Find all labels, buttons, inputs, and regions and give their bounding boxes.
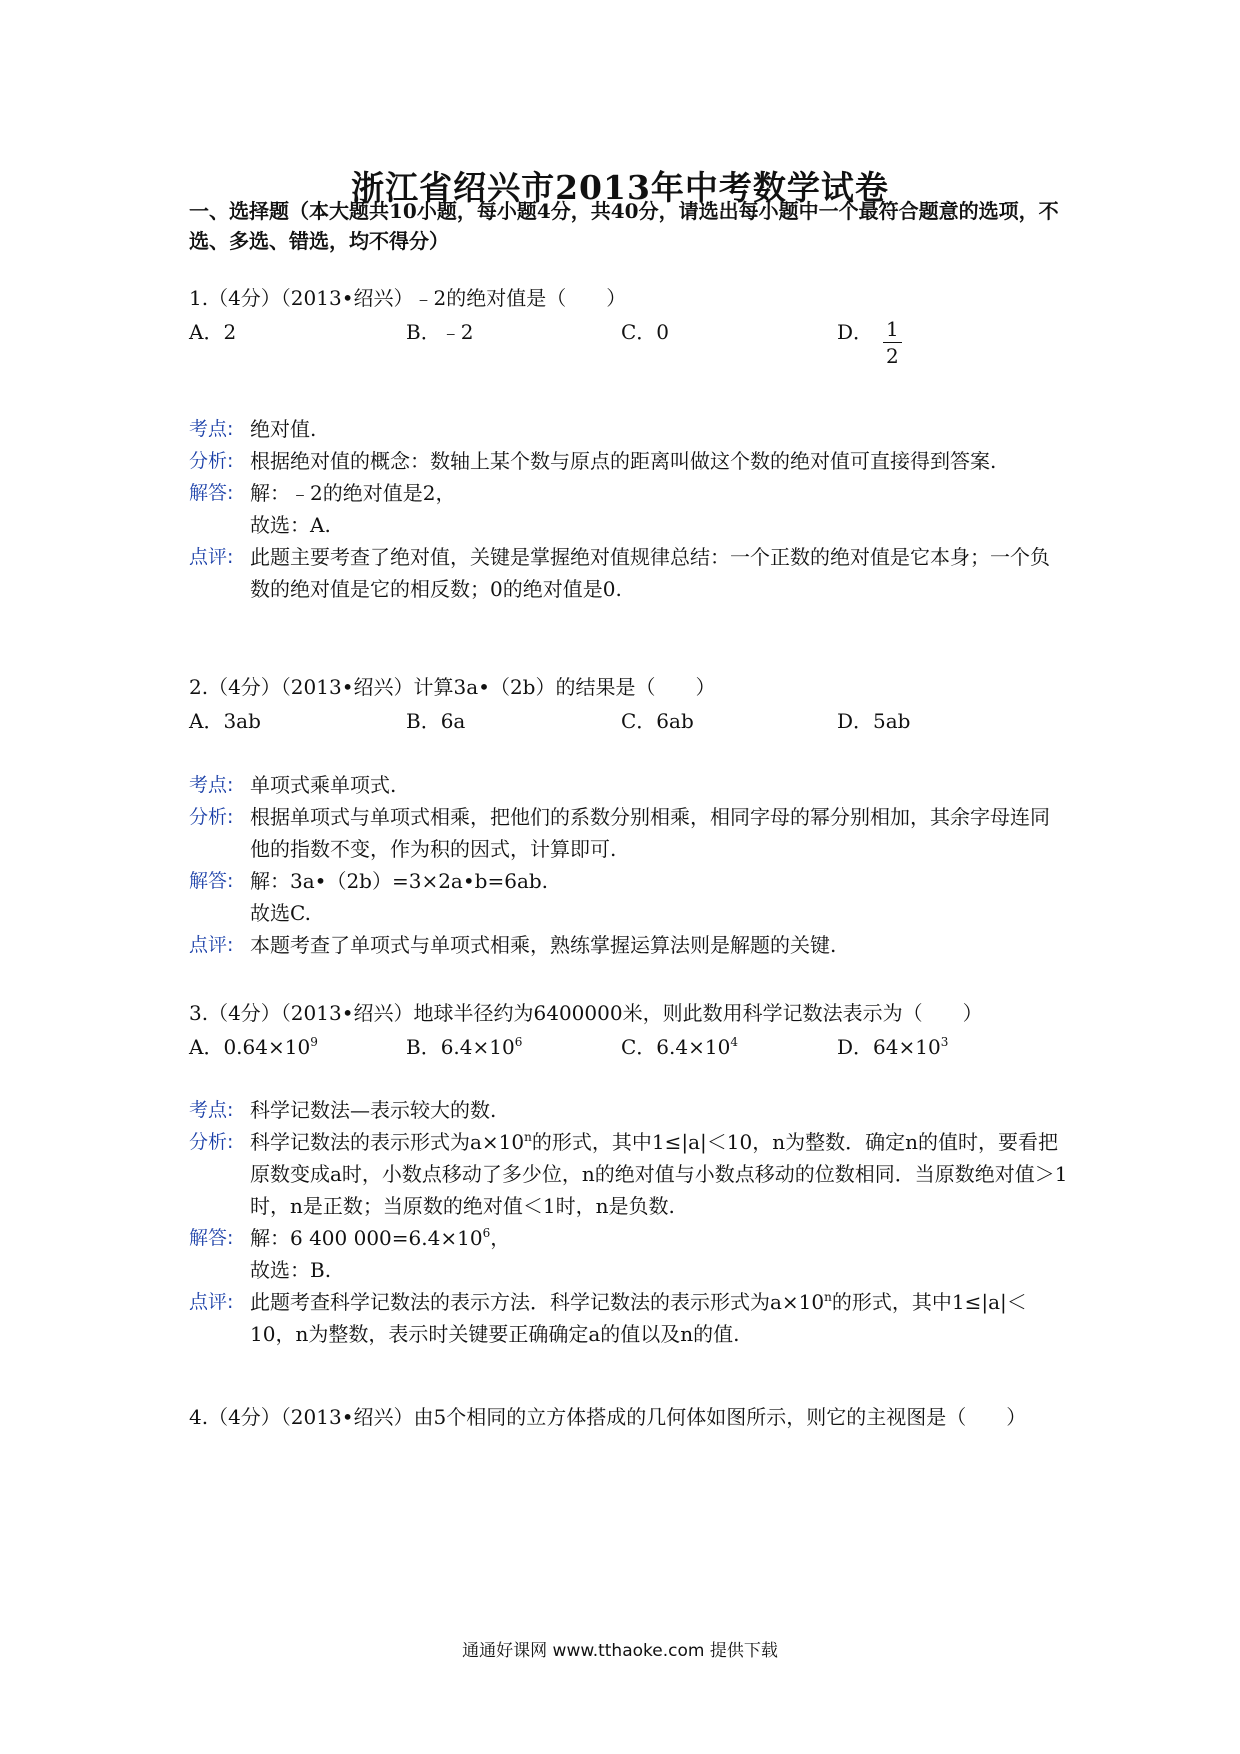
- option-d-base: D．64×10: [837, 1035, 941, 1059]
- fenxi-row: [189, 1126, 1069, 1222]
- question-3-options: [189, 1031, 1049, 1063]
- dianping-text: 本题考查了单项式与单项式相乘，熟练掌握运算法则是解题的关键.: [250, 933, 837, 957]
- dianping-text: [250, 1286, 1069, 1350]
- jieda-text-part-1: 解：6 400 000=6.4×10: [250, 1226, 483, 1250]
- option-a-exponent: 9: [310, 1035, 318, 1049]
- jieda-label: 解答:: [189, 870, 234, 892]
- option-b: B．6a: [406, 709, 466, 733]
- fenxi-text: 根据绝对值的概念：数轴上某个数与原点的距离叫做这个数的绝对值可直接得到答案.: [250, 449, 997, 473]
- option-a: [189, 1031, 318, 1060]
- jieda-row: [189, 477, 1069, 541]
- dianping-row: [189, 929, 1069, 961]
- question-4-stem: 4.（4分）（2013•绍兴）由5个相同的立方体搭成的几何体如图所示，则它的主视图是（ ）: [189, 1405, 1027, 1429]
- fenxi-text-part-1: 科学记数法的表示形式为a×10: [250, 1130, 525, 1154]
- option-d-exponent: 3: [940, 1035, 949, 1049]
- option-c: [621, 1031, 738, 1060]
- question-3-stem: 3.（4分）（2013•绍兴）地球半径约为6400000米，则此数用科学记数法表示为（ ）: [189, 1001, 983, 1025]
- jieda-line-2: 故选：A.: [250, 513, 331, 537]
- option-b: [406, 1031, 522, 1060]
- question-2-options: [189, 705, 1049, 737]
- question-2-analysis: [189, 769, 1069, 961]
- option-c-base: C．6.4×10: [621, 1035, 731, 1059]
- option-b-base: B．6.4×10: [406, 1035, 515, 1059]
- page-title: 浙江省绍兴市2013年中考数学试卷: [351, 168, 889, 207]
- jieda-line-2: 故选C.: [250, 901, 311, 925]
- option-a: A．3ab: [189, 709, 261, 733]
- option-a-base: A．0.64×10: [189, 1035, 311, 1059]
- dianping-label: 点评:: [189, 1291, 234, 1313]
- dianping-text-part-1: 此题考查科学记数法的表示方法．科学记数法的表示形式为a×10: [250, 1290, 825, 1314]
- jieda-line-1: 解：﹣2的绝对值是2，: [250, 481, 456, 505]
- kaodian-text: 绝对值.: [250, 417, 317, 441]
- dianping-label: 点评:: [189, 934, 234, 956]
- option-c: C．0: [621, 320, 670, 344]
- fenxi-exponent: n: [524, 1130, 532, 1144]
- question-1-stem: 1.（4分）（2013•绍兴）﹣2的绝对值是（ ）: [189, 286, 627, 310]
- jieda-text-part-2: ，: [490, 1226, 511, 1250]
- option-d: [837, 1031, 948, 1060]
- fraction-numerator: 1: [883, 316, 902, 343]
- kaodian-text: 科学记数法—表示较大的数.: [250, 1098, 497, 1122]
- option-d-prefix: D．: [837, 320, 874, 344]
- fenxi-text: 根据单项式与单项式相乘，把他们的系数分别相乘，相同字母的幂分别相加，其余字母连同他的指数不变，作为积的因式，计算即可.: [250, 805, 1050, 861]
- option-d: [837, 316, 902, 369]
- jieda-line-2: 故选：B.: [250, 1258, 332, 1282]
- dianping-label: 点评:: [189, 546, 234, 568]
- jieda-line-1: [250, 1222, 1069, 1254]
- section-heading: 一、选择题（本大题共10小题，每小题4分，共40分，请选出每小题中一个最符合题意的选项，不选、多选、错选，均不得分）: [189, 199, 1059, 253]
- option-c-exponent: 4: [730, 1035, 738, 1049]
- fenxi-label: 分析:: [189, 450, 234, 472]
- question-3-analysis: [189, 1094, 1069, 1350]
- fenxi-row: [189, 445, 1069, 477]
- dianping-row: [189, 1286, 1069, 1350]
- dianping-text: 此题主要考查了绝对值，关键是掌握绝对值规律总结：一个正数的绝对值是它本身；一个负数的绝对值是它的相反数；0的绝对值是0.: [250, 545, 1050, 601]
- page-footer: 通通好课网 www.tthaoke.com 提供下载: [462, 1641, 778, 1661]
- dianping-exponent: n: [824, 1290, 832, 1304]
- fraction-denominator: 2: [886, 344, 899, 368]
- jieda-row: [189, 1222, 1069, 1286]
- option-d: D．5ab: [837, 709, 911, 733]
- dianping-row: [189, 541, 1069, 605]
- fenxi-row: [189, 801, 1069, 865]
- option-b: B．﹣2: [406, 320, 474, 344]
- jieda-row: [189, 865, 1069, 929]
- question-1-options: [189, 316, 1049, 368]
- kaodian-row: [189, 769, 1069, 801]
- option-a: A．2: [189, 320, 237, 344]
- option-b-exponent: 6: [514, 1035, 523, 1049]
- fenxi-label: 分析:: [189, 806, 234, 828]
- fenxi-text: [250, 1126, 1069, 1222]
- jieda-label: 解答:: [189, 482, 234, 504]
- jieda-line-1: 解：3a•（2b）=3×2a•b=6ab.: [250, 869, 549, 893]
- option-c: C．6ab: [621, 709, 694, 733]
- question-2-stem: 2.（4分）（2013•绍兴）计算3a•（2b）的结果是（ ）: [189, 675, 716, 699]
- kaodian-label: 考点:: [189, 1099, 234, 1121]
- jieda-label: 解答:: [189, 1227, 234, 1249]
- fenxi-text-part-2: 的形式，其中1≤|a|＜10，n为整数．确定n的值时，要看把原数变成a时，小数点移动了多少位，n的绝对值与小数点移动的位数相同．当原数绝对值＞1时，n是正数；当原数的绝对值＜1时，n是负数.: [250, 1130, 1068, 1218]
- kaodian-label: 考点:: [189, 418, 234, 440]
- dianping-text-part-2: 的形式，其中1≤|a|＜10，n为整数，表示时关键要正确确定a的值以及n的值.: [250, 1290, 1027, 1346]
- question-1-analysis: [189, 413, 1069, 605]
- kaodian-row: [189, 1094, 1069, 1126]
- fraction: [883, 316, 902, 369]
- kaodian-text: 单项式乘单项式.: [250, 773, 397, 797]
- fenxi-label: 分析:: [189, 1131, 234, 1153]
- jieda-exponent: 6: [482, 1226, 491, 1240]
- kaodian-row: [189, 413, 1069, 445]
- kaodian-label: 考点:: [189, 774, 234, 796]
